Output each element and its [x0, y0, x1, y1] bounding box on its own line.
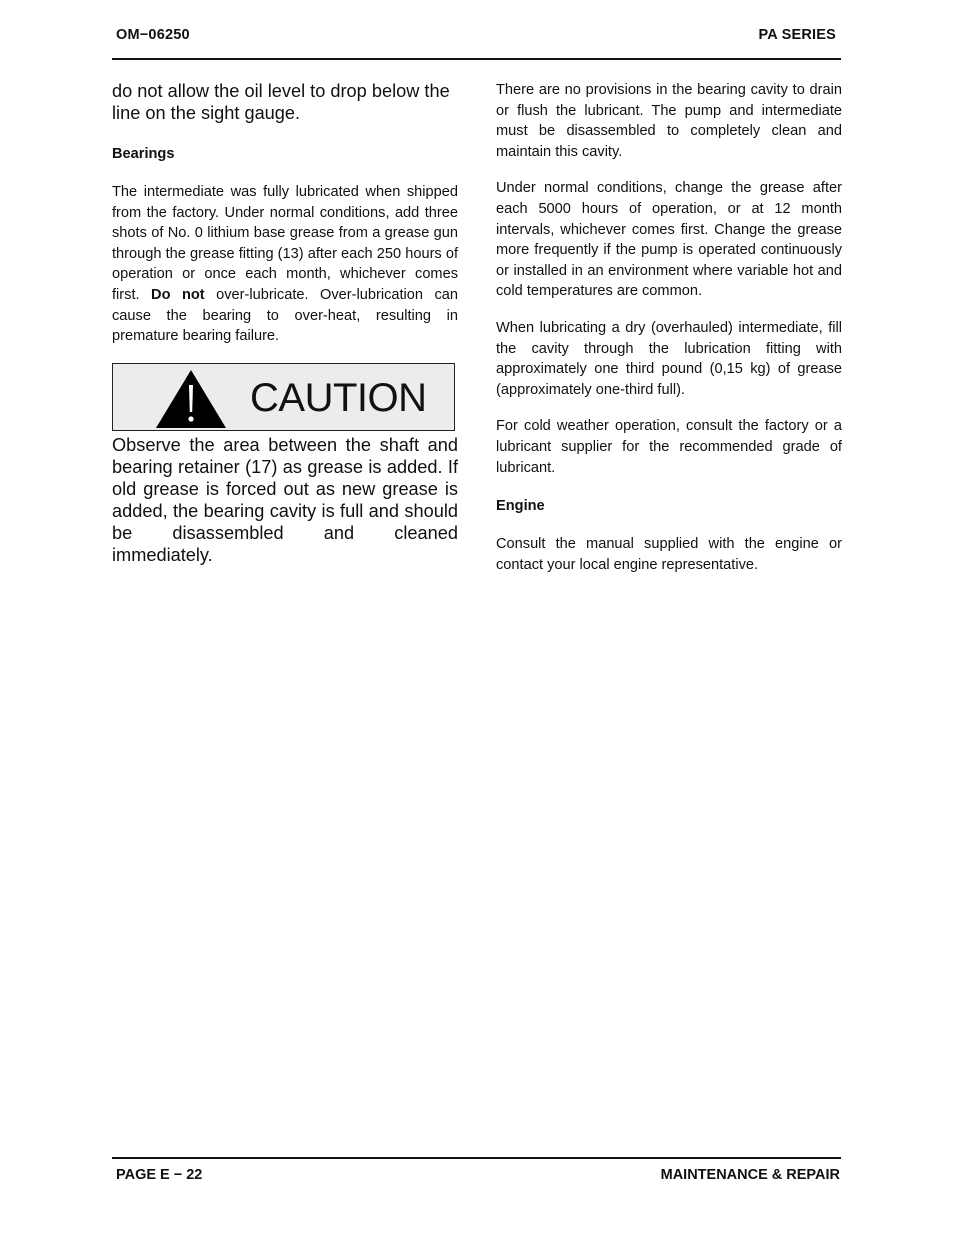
- grease-change-paragraph: Under normal conditions, change the grease after each 5000 hours of operation, or at 12 month intervals, whichever comes first. Change the grease more frequently if the pump is operated continuously or installed in an environment where variable hot and cold temperatures are common.: [496, 180, 842, 300]
- bearings-paragraph: [112, 182, 458, 347]
- intro-paragraph: do not allow the oil level to drop below the line on the sight gauge.: [112, 81, 450, 123]
- bearings-heading: Bearings: [112, 146, 175, 162]
- cold-weather-paragraph: For cold weather operation, consult the factory or a lubricant supplier for the recommended grade of lubricant.: [496, 418, 842, 476]
- page-number: PAGE E − 22: [116, 1167, 203, 1183]
- bearings-emphasis: Do not: [151, 286, 205, 303]
- caution-box: [112, 363, 455, 431]
- header-rule: [112, 58, 841, 60]
- engine-paragraph: Consult the manual supplied with the engine or contact your local engine representative.: [496, 536, 842, 573]
- warning-triangle-icon: [154, 368, 228, 430]
- caution-label: CAUTION: [250, 375, 427, 420]
- series-title: PA SERIES: [758, 27, 836, 43]
- footer-rule: [112, 1157, 841, 1159]
- document-number: OM−06250: [116, 27, 190, 43]
- caution-text: Observe the area between the shaft and bearing retainer (17) as grease is added. If old grease is forced out as new grease is added, the bearing cavity is full and should be disassembled and cleaned immediately.: [112, 434, 458, 565]
- cavity-paragraph: There are no provisions in the bearing cavity to drain or flush the lubricant. The pump and intermediate must be disassembled to completely clean and maintain this cavity.: [496, 82, 842, 160]
- bearings-text-start: The intermediate was fully lubricated when shipped from the factory. Under normal conditions, add three shots of No. 0 lithium base grease from a grease gun through the grease fitting (13) after each 250 hours of operation or once each month, whichever comes first.: [112, 184, 458, 303]
- dry-lubrication-paragraph: When lubricating a dry (overhauled) intermediate, fill the cavity through the lubrication fitting with approximately one third pound (0,15 kg) of grease (approximately one-third full).: [496, 319, 842, 398]
- bearings-text-end: over-lubricate. Over-lubrication can cause the bearing to over-heat, resulting in premature bearing failure.: [112, 286, 459, 345]
- right-column: [496, 80, 842, 575]
- left-column: [112, 80, 458, 566]
- section-title: MAINTENANCE & REPAIR: [660, 1167, 840, 1183]
- engine-heading: Engine: [496, 498, 545, 515]
